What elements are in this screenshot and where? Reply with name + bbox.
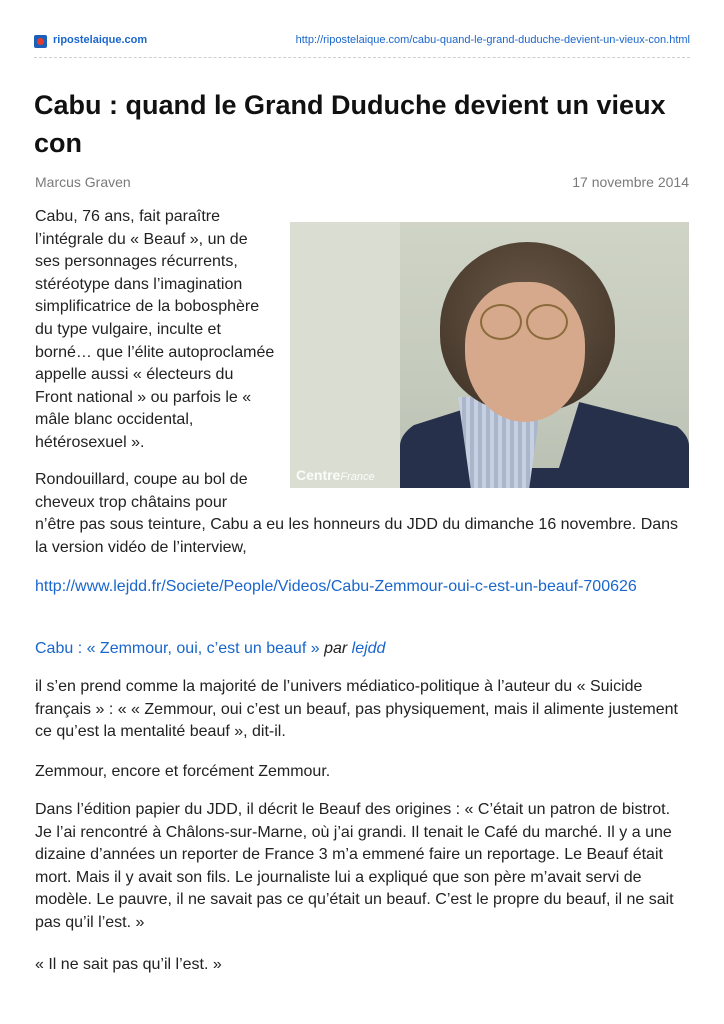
embed-par-text: par <box>324 640 348 657</box>
article-photo <box>290 222 689 488</box>
embed-title-link[interactable]: Cabu : « Zemmour, oui, c’est un beauf » <box>35 640 320 657</box>
site-favicon-icon <box>34 35 47 48</box>
photo-glasses-right <box>526 304 568 340</box>
page-header <box>34 33 690 58</box>
photo-background <box>290 222 400 488</box>
paragraph-4: Zemmour, encore et forcément Zemmour. <box>35 763 331 780</box>
watermark-text: Centre <box>296 467 341 483</box>
photo-watermark <box>296 467 375 483</box>
paragraph-6: « Il ne sait pas qu’il l’est. » <box>35 956 222 973</box>
photo-face <box>465 282 585 422</box>
watermark-suffix: France <box>340 471 375 483</box>
video-embed-caption <box>35 638 685 661</box>
video-link-paragraph <box>35 576 685 599</box>
video-link[interactable]: http://www.lejdd.fr/Societe/People/Videos/Cabu-Zemmour-oui-c-est-un-beauf-700626 <box>35 578 637 595</box>
paragraph-3: il s’en prend comme la majorité de l’univers médiatico-politique à l’auteur du « Suicide français » : « « Zemmour, oui c’est un beauf, pas physiquement, mais il alimente justement ce qu’est la mentalité beauf », dit-il. <box>35 678 678 741</box>
photo-glasses-left <box>480 304 522 340</box>
site-name-link[interactable]: ripostelaique.com <box>53 34 148 46</box>
article-url-link[interactable]: http://ripostelaique.com/cabu-quand-le-grand-duduche-devient-un-vieux-con.html <box>295 34 690 46</box>
article-title: Cabu : quand le Grand Duduche devient un vieux con <box>34 90 666 158</box>
paragraph-5: Dans l’édition papier du JDD, il décrit le Beauf des origines : « C’était un patron de bistrot. Je l’ai rencontré à Châlons-sur-Marne, où j’ai grandi. Il tenait le Café du marché. Il y a une dizaine d’années un reporter de France 3 m’a emmené faire un reportage. Le Beauf était mort. Mais il y avait son fils. Le journaliste lui a expliqué que son père m’avait servi de modèle. Le pauvre, il ne savait pas ce qu’était un beauf. C’est le propre du beauf, il ne sait pas qu’il l’est. » <box>35 801 674 931</box>
article-author: Marcus Graven <box>35 174 131 190</box>
intro-paragraph: Cabu, 76 ans, fait paraître l’intégrale du « Beauf », un de ses personnages récurrents, stéréotype dans l’imagination simplificatrice de la bobosphère du type vulgaire, inculte et borné… que l’élite autoproclamée appelle aussi « électeurs du Front national » ou parfois le « mâle blanc occidental, hétérosexuel ». <box>35 208 275 451</box>
article-date: 17 novembre 2014 <box>572 174 689 190</box>
paragraph-2-wrapped: Rondouillard, coupe au bol de cheveux trop châtains pour <box>35 471 248 511</box>
embed-source-link[interactable]: lejdd <box>351 640 386 657</box>
paragraph-2-full: n’être pas sous teinture, Cabu a eu les honneurs du JDD du dimanche 16 novembre. Dans la version vidéo de l’interview, <box>35 516 679 556</box>
